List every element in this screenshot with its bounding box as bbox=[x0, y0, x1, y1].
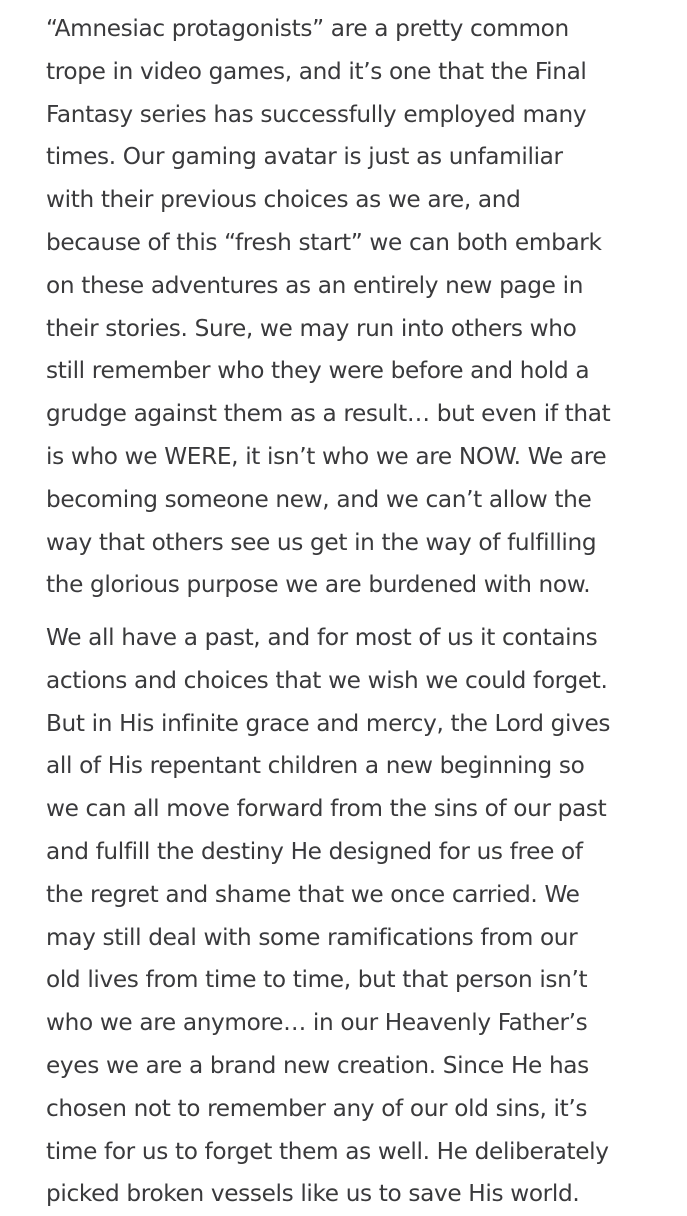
text-line: the glorious purpose we are burdened with now. bbox=[46, 571, 591, 599]
text-line: because of this “fresh start” we can both embark bbox=[46, 228, 602, 256]
text-line: eyes we are a brand new creation. Since He has bbox=[46, 1051, 589, 1079]
text-line: actions and choices that we wish we could forget. bbox=[46, 666, 608, 694]
text-line: picked broken vessels like us to save His world. bbox=[46, 1180, 580, 1208]
text-line: all of His repentant children a new beginning so bbox=[46, 752, 585, 780]
text-line: We all have a past, and for most of us it contains bbox=[46, 624, 598, 651]
text-line: who we are anymore… in our Heavenly Father’s bbox=[46, 1009, 588, 1037]
text-line: we can all move forward from the sins of our past bbox=[46, 795, 607, 823]
text-line: way that others see us get in the way of fulfilling bbox=[46, 528, 597, 556]
text-line: old lives from time to time, but that person isn’t bbox=[46, 966, 588, 994]
text-line: with their previous choices as we are, and bbox=[46, 186, 521, 214]
text-line: “Amnesiac protagonists” are a pretty common bbox=[46, 15, 569, 42]
text-line: is who we WERE, it isn’t who we are NOW. We are bbox=[46, 442, 607, 470]
text-line: Fantasy series has successfully employed many bbox=[46, 100, 587, 128]
text-line: still remember who they were before and hold a bbox=[46, 357, 590, 385]
text-line: chosen not to remember any of our old sins, it’s bbox=[46, 1094, 588, 1122]
text-line: and fulfill the destiny He designed for us free of bbox=[46, 837, 583, 865]
paragraph-1 bbox=[46, 8, 656, 607]
text-line: times. Our gaming avatar is just as unfamiliar bbox=[46, 143, 563, 171]
text-line: trope in video games, and it’s one that the Final bbox=[46, 57, 587, 85]
paragraph-2 bbox=[46, 617, 656, 1216]
text-line: grudge against them as a result… but even if that bbox=[46, 400, 611, 428]
text-line: But in His infinite grace and mercy, the Lord gives bbox=[46, 709, 611, 737]
text-line: becoming someone new, and we can’t allow the bbox=[46, 485, 592, 513]
text-line: may still deal with some ramifications from our bbox=[46, 923, 578, 951]
text-line: time for us to forget them as well. He deliberately bbox=[46, 1137, 609, 1165]
text-line: the regret and shame that we once carried. We bbox=[46, 880, 580, 908]
text-line: their stories. Sure, we may run into others who bbox=[46, 314, 577, 342]
text-line: on these adventures as an entirely new page in bbox=[46, 271, 584, 299]
